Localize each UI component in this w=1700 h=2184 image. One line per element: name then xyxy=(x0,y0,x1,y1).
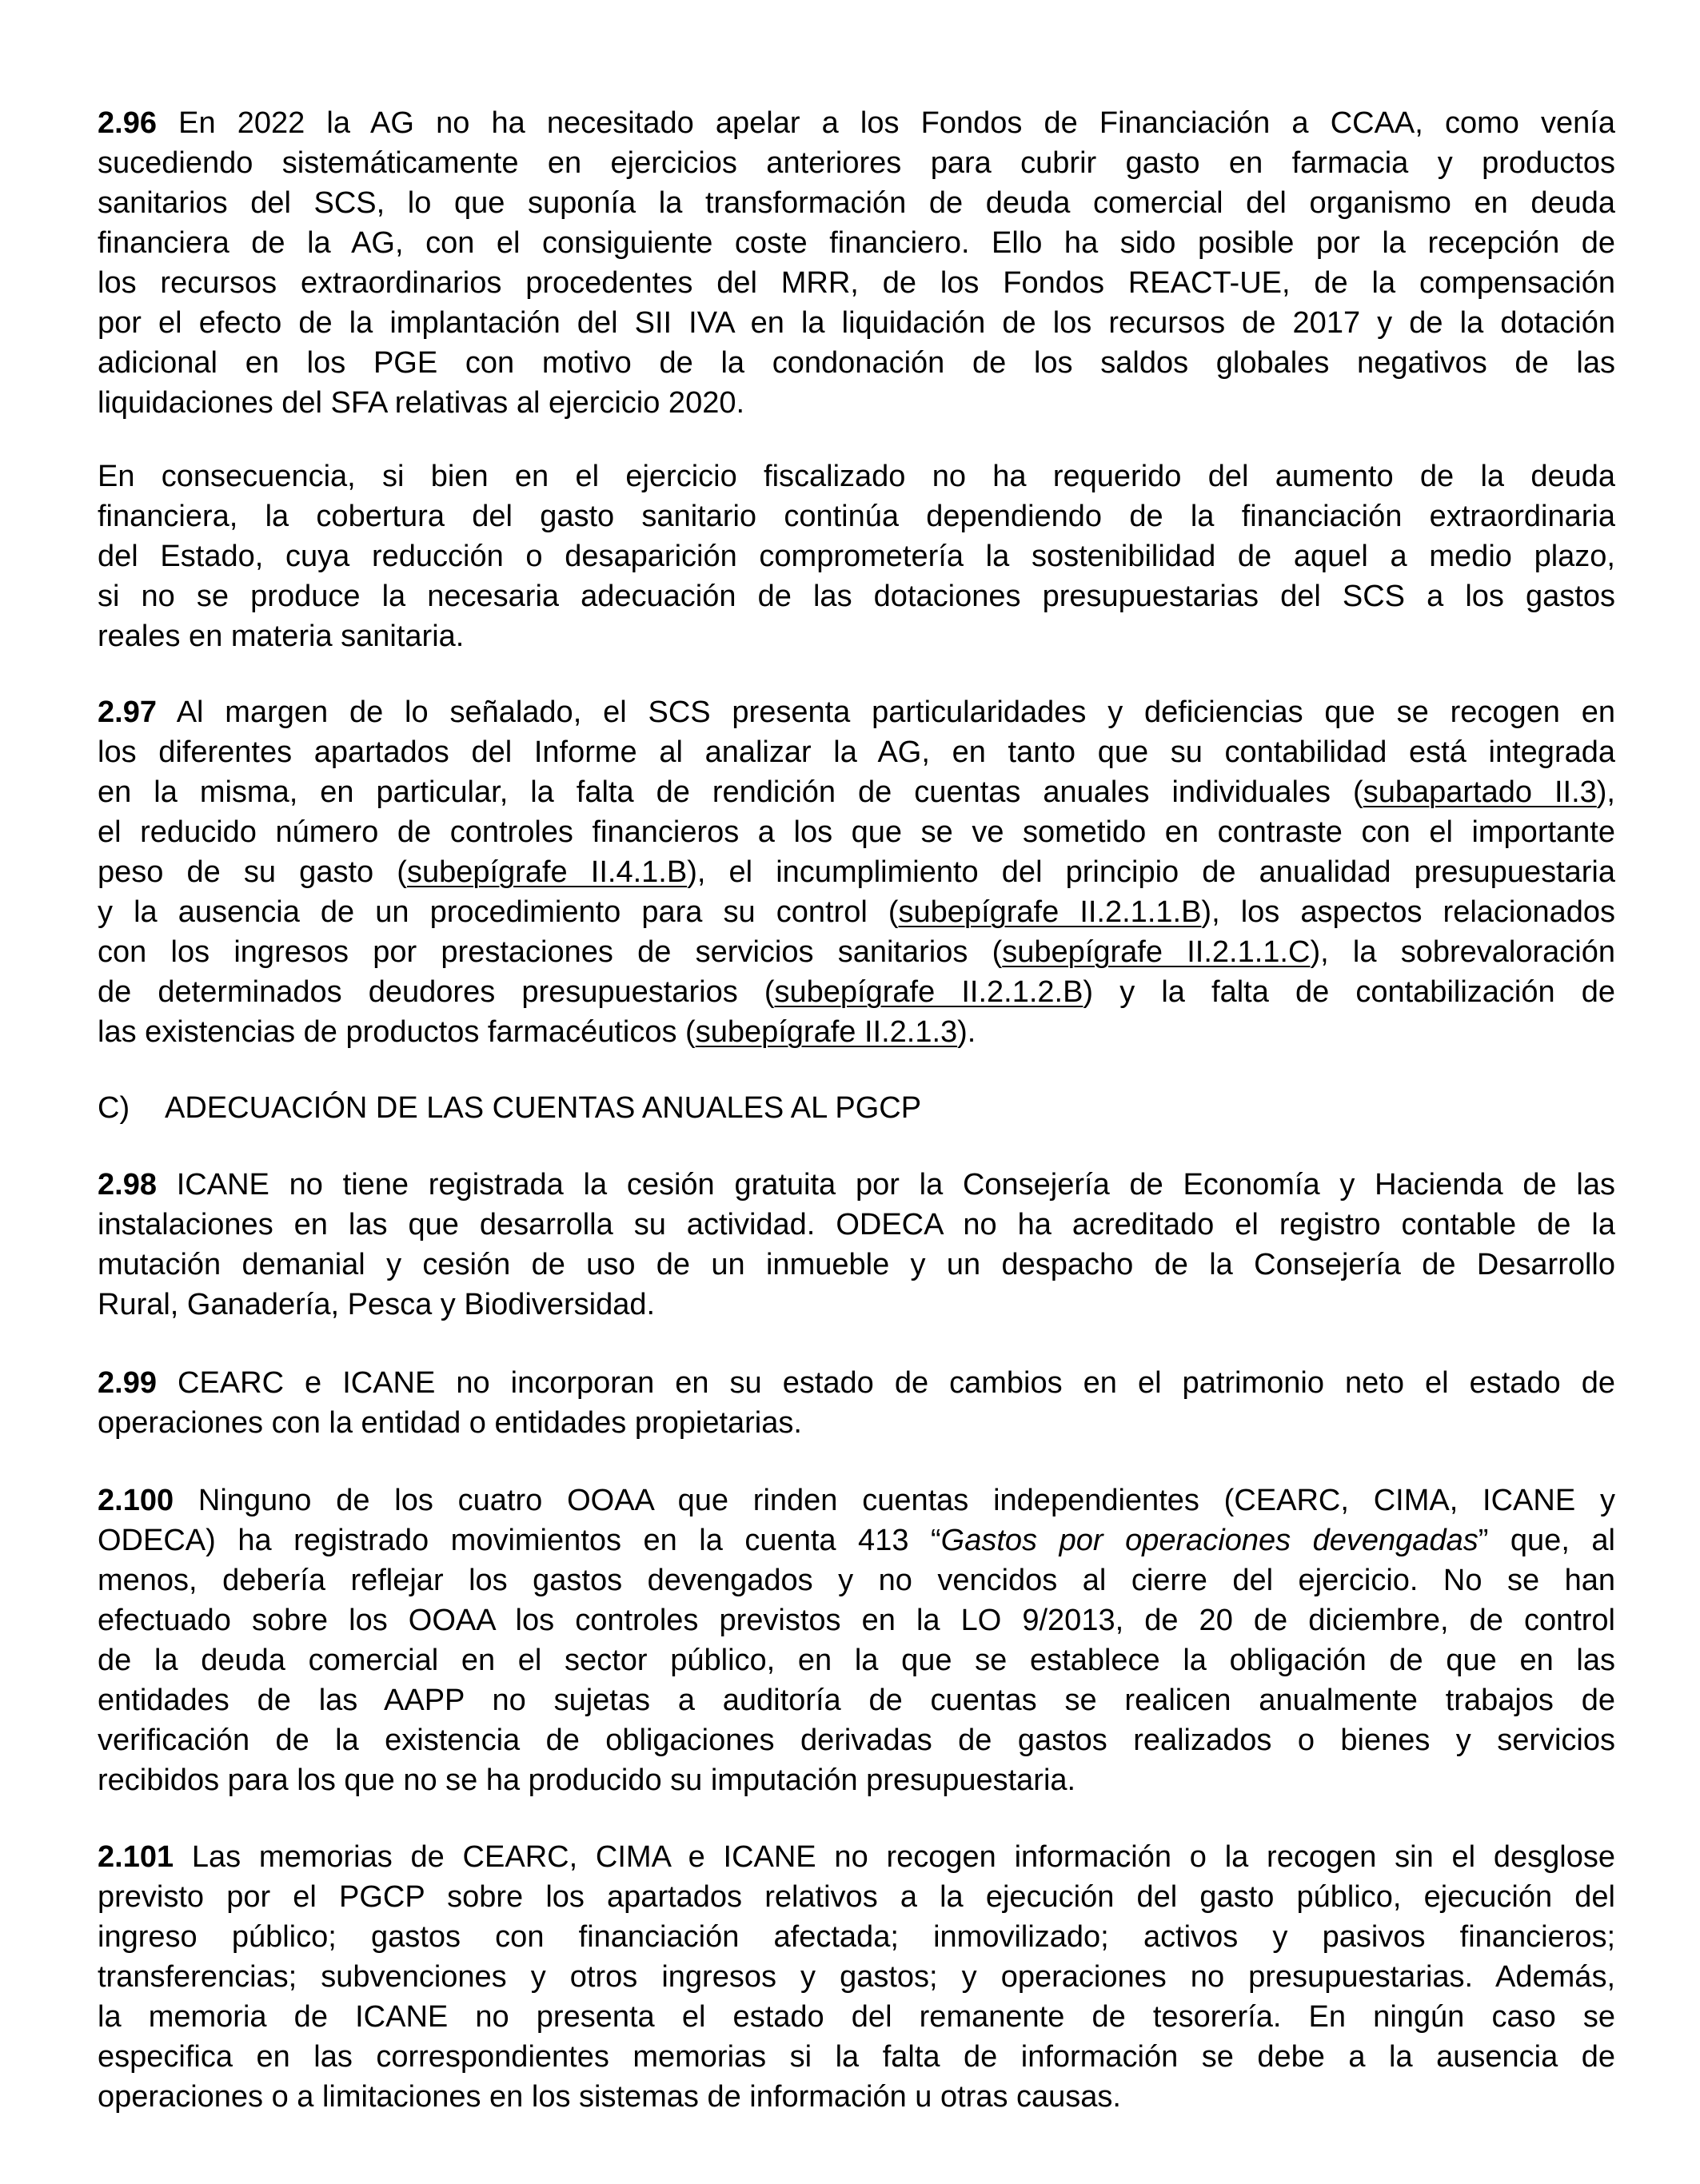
text-segment: ) y la falta de contabilización de xyxy=(1083,975,1615,1009)
text-segment: si no se produce la necesaria adecuación de las dotaciones presupuestarias del SCS a los gastos xyxy=(98,580,1615,613)
text-segment: de la deuda comercial en el sector público, en la que se establece la obligación de que en las xyxy=(98,1644,1615,1677)
text-line xyxy=(98,1363,1615,1403)
text-line xyxy=(98,536,1615,576)
text-segment: ), los aspectos relacionados xyxy=(1201,895,1615,929)
text-segment: Al margen de lo señalado, el SCS presenta particularidades y deficiencias que se recogen en xyxy=(156,695,1615,729)
section-title: ADECUACIÓN DE LAS CUENTAS ANUALES AL PGCP xyxy=(165,1091,922,1125)
paragraph-2-99 xyxy=(98,1363,1615,1443)
text-segment: los diferentes apartados del Informe al analizar la AG, en tanto que su contabilidad está integrada xyxy=(98,735,1615,769)
text-line xyxy=(98,343,1615,383)
text-line xyxy=(98,223,1615,263)
cross-reference-link[interactable]: subepígrafe II.2.1.2.B xyxy=(774,975,1083,1009)
text-segment: mutación demanial y cesión de uso de un inmueble y un despacho de la Consejería de Desarrollo xyxy=(98,1248,1615,1281)
text-segment: entidades de las AAPP no sujetas a auditoría de cuentas se realicen anualmente trabajos de xyxy=(98,1684,1615,1717)
text-line xyxy=(98,1165,1615,1205)
text-segment: previsto por el PGCP sobre los apartados relativos a la ejecución del gasto público, ejecución del xyxy=(98,1880,1615,1914)
text-segment: Las memorias de CEARC, CIMA e ICANE no recogen información o la recogen sin el desglose xyxy=(174,1840,1615,1874)
text-line xyxy=(98,1481,1615,1520)
text-line xyxy=(98,1520,1615,1560)
text-line xyxy=(98,2037,1615,2077)
text-line xyxy=(98,496,1615,536)
text-segment: transferencias; subvenciones y otros ingresos y gastos; y operaciones no presupuestarias. Además, xyxy=(98,1960,1615,1994)
cross-reference-link[interactable]: subepígrafe II.2.1.1.C xyxy=(1002,935,1311,969)
paragraph-number: 2.96 xyxy=(98,106,157,140)
text-line xyxy=(98,456,1615,496)
text-segment: reales en materia sanitaria. xyxy=(98,620,465,653)
italic-text: Gastos por operaciones devengadas xyxy=(940,1524,1479,1557)
text-segment: sucediendo sistemáticamente en ejercicios anteriores para cubrir gasto en farmacia y productos xyxy=(98,146,1615,180)
text-line xyxy=(98,692,1615,732)
text-line xyxy=(98,1877,1615,1917)
text-line xyxy=(98,103,1615,143)
text-line xyxy=(98,772,1615,812)
text-line xyxy=(98,1997,1615,2037)
paragraph-2-97 xyxy=(98,692,1615,1052)
text-segment: en la misma, en particular, la falta de rendición de cuentas anuales individuales ( xyxy=(98,775,1363,809)
text-line xyxy=(98,972,1615,1012)
text-line xyxy=(98,1917,1615,1957)
text-segment: efectuado sobre los OOAA los controles previstos en la LO 9/2013, de 20 de diciembre, de control xyxy=(98,1604,1615,1637)
text-line xyxy=(98,1640,1615,1680)
text-segment: y la ausencia de un procedimiento para su control ( xyxy=(98,895,899,929)
paragraph-2-100 xyxy=(98,1481,1615,1800)
text-line xyxy=(98,732,1615,772)
section-heading-c xyxy=(98,1088,922,1128)
text-segment: del Estado, cuya reducción o desaparición comprometería la sostenibilidad de aquel a medio plazo, xyxy=(98,540,1615,573)
text-line xyxy=(98,1205,1615,1245)
text-segment: En 2022 la AG no ha necesitado apelar a los Fondos de Financiación a CCAA, como venía xyxy=(156,106,1615,140)
text-segment: especifica en las correspondientes memorias si la falta de información se debe a la ausencia de xyxy=(98,2040,1615,2074)
text-segment: ingreso público; gastos con financiación afectada; inmovilizado; activos y pasivos financieros; xyxy=(98,1920,1615,1954)
paragraph-consecuencia xyxy=(98,456,1615,656)
text-segment: los recursos extraordinarios procedentes del MRR, de los Fondos REACT-UE, de la compensación xyxy=(98,266,1615,300)
text-segment: peso de su gasto ( xyxy=(98,855,407,889)
text-segment: ICANE no tiene registrada la cesión gratuita por la Consejería de Economía y Hacienda de las xyxy=(156,1168,1615,1202)
cross-reference-link[interactable]: subapartado II.3 xyxy=(1363,775,1597,809)
section-letter: C) xyxy=(98,1091,130,1125)
text-segment: sanitarios del SCS, lo que suponía la transformación de deuda comercial del organismo en deuda xyxy=(98,186,1615,220)
cross-reference-link[interactable]: subepígrafe II.2.1.3 xyxy=(695,1015,958,1049)
text-segment: la memoria de ICANE no presenta el estado del remanente de tesorería. En ningún caso se xyxy=(98,2000,1615,2034)
text-line xyxy=(98,1680,1615,1720)
text-segment: Ninguno de los cuatro OOAA que rinden cuentas independientes (CEARC, CIMA, ICANE y xyxy=(174,1484,1615,1517)
text-line xyxy=(98,616,1615,656)
text-segment: con los ingresos por prestaciones de servicios sanitarios ( xyxy=(98,935,1003,969)
text-segment: liquidaciones del SFA relativas al ejercicio 2020. xyxy=(98,386,745,420)
text-line xyxy=(98,1837,1615,1877)
paragraph-2-101 xyxy=(98,1837,1615,2117)
paragraph-number: 2.101 xyxy=(98,1840,174,1874)
text-line xyxy=(98,1760,1615,1800)
text-segment: las existencias de productos farmacéuticos ( xyxy=(98,1015,696,1049)
text-line xyxy=(98,1560,1615,1600)
text-segment: financiera de la AG, con el consiguiente coste financiero. Ello ha sido posible por la recepción de xyxy=(98,226,1615,260)
paragraph-number: 2.98 xyxy=(98,1168,157,1202)
text-segment: instalaciones en las que desarrolla su actividad. ODECA no ha acreditado el registro contable de la xyxy=(98,1208,1615,1241)
text-segment: operaciones o a limitaciones en los sistemas de información u otras causas. xyxy=(98,2080,1121,2114)
text-line xyxy=(98,812,1615,852)
cross-reference-link[interactable]: subepígrafe II.4.1.B xyxy=(406,855,688,889)
text-segment: ), la sobrevaloración xyxy=(1310,935,1615,969)
text-segment: por el efecto de la implantación del SII IVA en la liquidación de los recursos de 2017 y de la dotación xyxy=(98,306,1615,340)
paragraph-number: 2.100 xyxy=(98,1484,174,1517)
text-segment: ), el incumplimiento del principio de anualidad presupuestaria xyxy=(687,855,1615,889)
text-line xyxy=(98,1403,1615,1443)
text-segment: Rural, Ganadería, Pesca y Biodiversidad. xyxy=(98,1288,656,1321)
text-segment: de determinados deudores presupuestarios ( xyxy=(98,975,775,1009)
text-line xyxy=(98,2077,1615,2117)
text-segment: financiera, la cobertura del gasto sanitario continúa dependiendo de la financiación extraordinaria xyxy=(98,500,1615,533)
cross-reference-link[interactable]: subepígrafe II.2.1.1.B xyxy=(898,895,1202,929)
text-segment: CEARC e ICANE no incorporan en su estado de cambios en el patrimonio neto el estado de xyxy=(156,1366,1615,1400)
text-line xyxy=(98,1720,1615,1760)
text-line xyxy=(98,1245,1615,1285)
text-line xyxy=(98,303,1615,343)
text-segment: verificación de la existencia de obligaciones derivadas de gastos realizados o bienes y servicios xyxy=(98,1724,1615,1757)
text-segment: ). xyxy=(957,1015,976,1049)
text-segment: ” que, al xyxy=(1478,1524,1615,1557)
text-line xyxy=(98,1957,1615,1997)
paragraph-number: 2.99 xyxy=(98,1366,157,1400)
text-line xyxy=(98,892,1615,932)
text-segment: recibidos para los que no se ha producido su imputación presupuestaria. xyxy=(98,1764,1076,1797)
text-line xyxy=(98,1012,1615,1052)
text-segment: adicional en los PGE con motivo de la condonación de los saldos globales negativos de las xyxy=(98,346,1615,380)
text-segment: En consecuencia, si bien en el ejercicio fiscalizado no ha requerido del aumento de la deuda xyxy=(98,460,1615,493)
text-line xyxy=(98,1600,1615,1640)
text-segment: ), xyxy=(1596,775,1615,809)
text-segment: ODECA) ha registrado movimientos en la cuenta 413 “ xyxy=(98,1524,941,1557)
paragraph-2-96 xyxy=(98,103,1615,423)
text-line xyxy=(98,852,1615,892)
text-line xyxy=(98,183,1615,223)
text-line xyxy=(98,143,1615,183)
paragraph-2-98 xyxy=(98,1165,1615,1325)
text-line xyxy=(98,383,1615,423)
text-line xyxy=(98,932,1615,972)
text-segment: operaciones con la entidad o entidades propietarias. xyxy=(98,1406,802,1440)
text-segment: menos, debería reflejar los gastos devengados y no vencidos al cierre del ejercicio. No se han xyxy=(98,1564,1615,1597)
text-line xyxy=(98,1285,1615,1325)
text-line xyxy=(98,263,1615,303)
text-line xyxy=(98,576,1615,616)
text-segment: el reducido número de controles financieros a los que se ve sometido en contraste con el importante xyxy=(98,815,1615,849)
paragraph-number: 2.97 xyxy=(98,695,157,729)
